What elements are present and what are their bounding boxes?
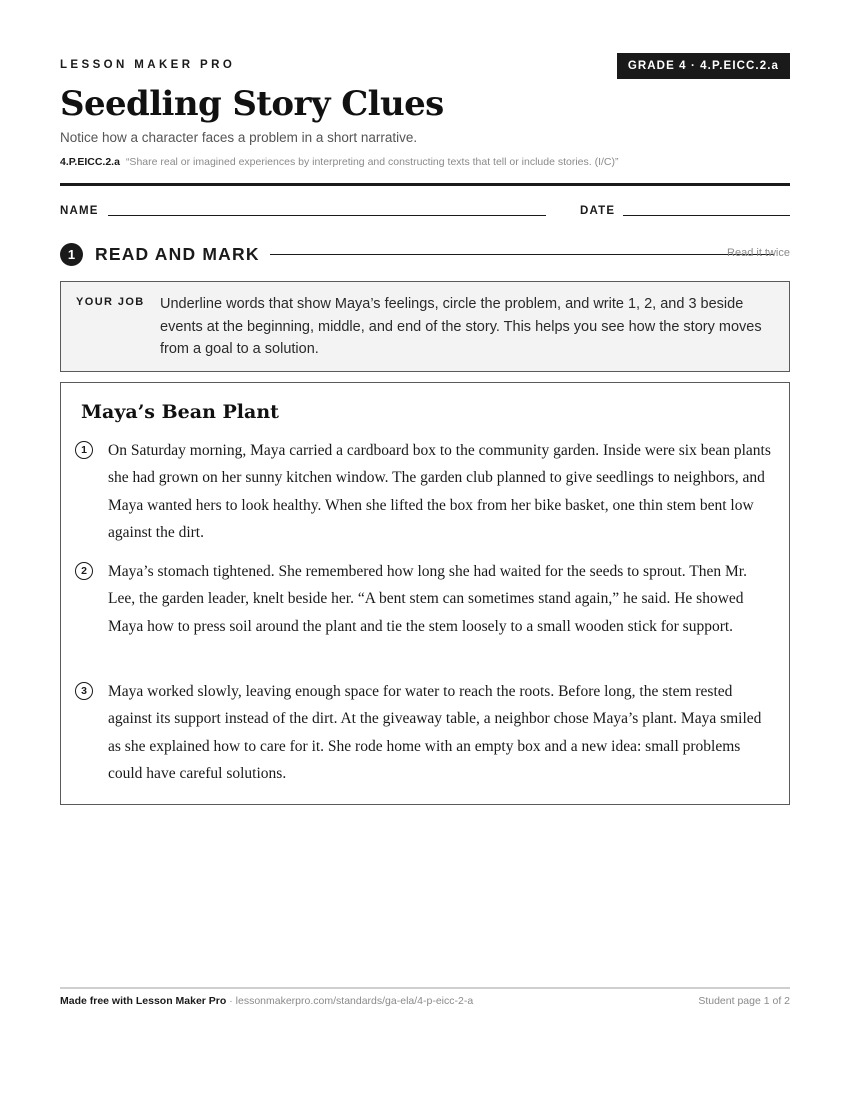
instructions-box (60, 281, 790, 372)
header-divider (60, 183, 790, 186)
page-subtitle: Notice how a character faces a problem in a short narrative. (60, 130, 418, 145)
date-label: DATE (580, 205, 616, 217)
story-title: Maya’s Bean Plant (81, 401, 279, 423)
paragraph-text-2: Maya’s stomach tightened. She remembered how long she had waited for the seeds to sprout. Then Mr. Lee, the garden leader, knelt beside her. “A bent stem can sometimes stand again,” he said. He showed Maya how to press soil around the plant and tie the stem loosely to a small wooden stick for support. (108, 563, 747, 635)
grade-badge: GRADE 4 · 4.P.EICC.2.a (617, 53, 790, 79)
section-title: READ AND MARK (95, 244, 260, 264)
section-note: Read it twice (727, 247, 790, 259)
footer-brand: Made free with Lesson Maker Pro (60, 995, 227, 1007)
paragraph-text-1: On Saturday morning, Maya carried a cardboard box to the community garden. Inside were six bean plants she had grown on her sunny kitchen window. The garden club planned to give seedlings to neighbors, and Maya wanted hers to look healthy. When she lifted the box from her bike basket, one thin stem bent low against the dirt. (108, 442, 771, 541)
name-label: NAME (60, 205, 99, 217)
standard-line (60, 156, 619, 168)
paragraph-text-3: Maya worked slowly, leaving enough space for water to reach the roots. Before long, the stem rested against its support instead of the dirt. At the giveaway table, a neighbor chose Maya’s plant. Maya smiled as she explained how to care for it. She rode home with an empty box and a new idea: small problems could have careful solutions. (108, 683, 762, 782)
footer-separator: · (226, 995, 236, 1007)
paragraph-number-1: 1 (75, 441, 93, 459)
page-title: Seedling Story Clues (60, 84, 444, 124)
paragraph-number-2: 2 (75, 562, 93, 580)
story-passage (60, 382, 790, 805)
section-number-badge: 1 (60, 243, 83, 266)
date-field[interactable] (623, 215, 790, 216)
brand-name: LESSON MAKER PRO (60, 59, 236, 71)
standard-code: 4.P.EICC.2.a (60, 156, 120, 168)
instructions-text: Underline words that show Maya’s feelings, circle the problem, and write 1, 2, and 3 beside events at the beginning, middle, and end of the story. This helps you see how the story moves from a goal to a solution. (160, 296, 762, 357)
name-field[interactable] (108, 215, 546, 216)
instructions-label: YOUR JOB (76, 296, 145, 308)
footer-url-link[interactable]: lessonmakerpro.com/standards/ga-ela/4-p-eicc-2-a (235, 995, 474, 1007)
section-divider (270, 254, 774, 255)
standard-text: “Share real or imagined experiences by interpreting and constructing texts that tell or include stories. (I/C)” (125, 156, 619, 168)
footer-credit (60, 995, 473, 1007)
worksheet-page (60, 0, 790, 1100)
page-indicator: Student page 1 of 2 (698, 995, 790, 1007)
footer-divider (60, 987, 790, 989)
paragraph-number-3: 3 (75, 682, 93, 700)
